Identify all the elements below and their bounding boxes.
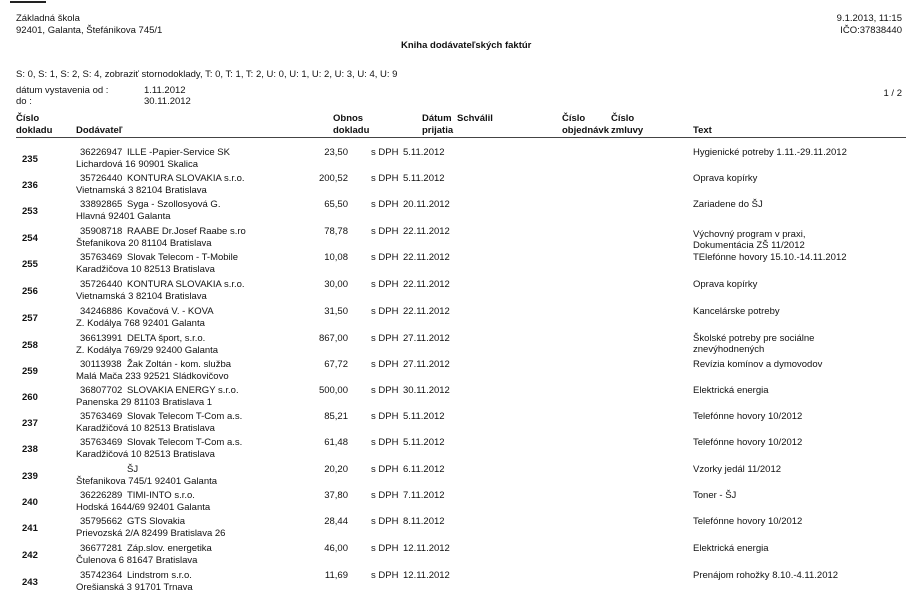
amount: 500,00: [318, 385, 348, 396]
description: Revízia komínov a dymovodov: [693, 359, 823, 370]
supplier-name: KONTURA SLOVAKIA s.r.o.: [127, 173, 245, 184]
print-datetime: 9.1.2013, 11:15: [836, 13, 902, 24]
vat-label: s DPH: [371, 543, 399, 554]
received-date: 27.11.2012: [403, 359, 450, 370]
supplier-ico: 35742364: [80, 570, 123, 581]
description: Telefónne hovory 10/2012: [693, 411, 803, 422]
table-row: [0, 359, 910, 383]
vat-label: s DPH: [371, 306, 399, 317]
supplier-address: Čulenova 6 81647 Bratislava: [76, 555, 198, 566]
vat-label: s DPH: [371, 279, 399, 290]
col-schvalil: Schválil: [457, 113, 493, 124]
col-cislo-obj-line1: Číslo: [562, 113, 586, 124]
supplier-address: Karadžičova 10 82513 Bratislava: [76, 264, 215, 275]
supplier-name: Kovačová V. - KOVA: [127, 306, 214, 317]
doc-number: 239: [22, 471, 38, 482]
amount: 20,20: [324, 464, 348, 475]
supplier-ico: 33892865: [80, 199, 123, 210]
doc-number: 257: [22, 313, 38, 324]
supplier-ico: 35795662: [80, 516, 123, 527]
received-date: 27.11.2012: [403, 333, 450, 344]
doc-number: 238: [22, 444, 38, 455]
supplier-name: Slovak Telecom T-Com a.s.: [127, 437, 243, 448]
amount: 85,21: [324, 411, 348, 422]
amount: 37,80: [324, 490, 348, 501]
table-row: [0, 199, 910, 223]
doc-number: 259: [22, 366, 38, 377]
col-cislo-obj-line2: objednávk: [562, 125, 609, 136]
received-date: 5.11.2012: [403, 437, 445, 448]
vat-label: s DPH: [371, 437, 399, 448]
description: Oprava kopírky: [693, 279, 758, 290]
amount: 23,50: [324, 147, 348, 158]
corner-mark: [10, 1, 46, 3]
supplier-address: Štefanikova 20 81104 Bratislava: [76, 238, 212, 249]
amount: 61,48: [324, 437, 348, 448]
supplier-ico: 35908718: [80, 226, 123, 237]
table-row: [0, 306, 910, 330]
supplier-name: Syga - Szollosyová G.: [127, 199, 221, 210]
amount: 78,78: [324, 226, 348, 237]
supplier-ico: 36807702: [80, 385, 123, 396]
date-from-label: dátum vystavenia od :: [16, 85, 109, 96]
table-row: [0, 464, 910, 488]
vat-label: s DPH: [371, 226, 399, 237]
doc-number: 255: [22, 259, 38, 270]
vat-label: s DPH: [371, 252, 399, 263]
description: Hygienické potreby 1.11.-29.11.2012: [693, 147, 847, 158]
supplier-name: GTS Slovakia: [127, 516, 186, 527]
table-row: [0, 543, 910, 567]
description: Výchovný program v praxi,: [693, 229, 806, 240]
col-datum-line1: Dátum: [422, 113, 452, 124]
supplier-ico: 36226289: [80, 490, 123, 501]
amount: 67,72: [324, 359, 348, 370]
doc-number: 243: [22, 577, 38, 588]
school-name: Základná škola: [16, 13, 80, 24]
supplier-name: ILLE -Papier-Service SK: [127, 147, 230, 158]
received-date: 22.11.2012: [403, 252, 450, 263]
received-date: 30.11.2012: [403, 385, 450, 396]
description: Kancelárske potreby: [693, 306, 780, 317]
supplier-name: KONTURA SLOVAKIA s.r.o.: [127, 279, 245, 290]
supplier-address: Vietnamská 3 82104 Bratislava: [76, 185, 207, 196]
supplier-address: Prievozská 2/A 82499 Bratislava 26: [76, 528, 226, 539]
ico-number: IČO:37838440: [840, 25, 902, 36]
doc-number: 237: [22, 418, 38, 429]
supplier-ico: 34246886: [80, 306, 123, 317]
amount: 200,52: [318, 173, 348, 184]
supplier-address: Vietnamská 3 82104 Bratislava: [76, 291, 207, 302]
col-obnos-line2: dokladu: [333, 125, 370, 136]
description: Toner - ŠJ: [693, 490, 737, 501]
supplier-address: Z. Kodálya 769/29 92400 Galanta: [76, 345, 219, 356]
table-row: [0, 411, 910, 435]
doc-number: 241: [22, 523, 38, 534]
doc-number: 260: [22, 392, 38, 403]
vat-label: s DPH: [371, 359, 399, 370]
amount: 10,08: [324, 252, 348, 263]
supplier-address: Panenska 29 81103 Bratislava 1: [76, 397, 213, 408]
description-line2: znevýhodnených: [693, 344, 765, 355]
received-date: 20.11.2012: [403, 199, 450, 210]
col-cislo-zml-line1: Číslo: [611, 113, 635, 124]
description: Elektrická energia: [693, 385, 769, 396]
received-date: 12.11.2012: [403, 570, 450, 581]
doc-number: 240: [22, 497, 38, 508]
supplier-ico: 35763469: [80, 437, 123, 448]
received-date: 12.11.2012: [403, 543, 450, 554]
table-row: [0, 173, 910, 197]
amount: 46,00: [324, 543, 348, 554]
supplier-address: Z. Kodálya 768 92401 Galanta: [76, 318, 205, 329]
vat-label: s DPH: [371, 516, 399, 527]
received-date: 8.11.2012: [403, 516, 445, 527]
table-row: [0, 226, 910, 250]
table-row: [0, 516, 910, 540]
doc-number: 253: [22, 206, 38, 217]
received-date: 7.11.2012: [403, 490, 445, 501]
table-row: [0, 147, 910, 171]
date-to-label: do :: [16, 96, 32, 107]
vat-label: s DPH: [371, 464, 399, 475]
col-obnos-line1: Obnos: [333, 113, 364, 124]
col-cislo-line1: Číslo: [16, 113, 40, 124]
table-row: [0, 385, 910, 409]
doc-number: 242: [22, 550, 38, 561]
description: TElefónne hovory 15.10.-14.11.2012: [693, 252, 847, 263]
description: Elektrická energia: [693, 543, 769, 554]
received-date: 5.11.2012: [403, 147, 445, 158]
supplier-name: RAABE Dr.Josef Raabe s.ro: [127, 226, 246, 237]
table-row: [0, 252, 910, 276]
supplier-address: Karadžičová 10 82513 Bratislava: [76, 449, 215, 460]
col-cislo-line2: dokladu: [16, 125, 53, 136]
doc-number: 258: [22, 340, 38, 351]
page-title: Kniha dodávateľských faktúr: [401, 40, 532, 51]
supplier-ico: 35726440: [80, 173, 123, 184]
description: Telefónne hovory 10/2012: [693, 437, 803, 448]
filter-line: S: 0, S: 1, S: 2, S: 4, zobraziť stornodoklady, T: 0, T: 1, T: 2, U: 0, U: 1, U: 2, U: 3, U: 4, U: 9: [16, 69, 398, 80]
vat-label: s DPH: [371, 173, 399, 184]
vat-label: s DPH: [371, 199, 399, 210]
date-from-value: 1.11.2012: [144, 85, 186, 96]
doc-number: 236: [22, 180, 38, 191]
description: Oprava kopírky: [693, 173, 758, 184]
date-to-value: 30.11.2012: [144, 96, 191, 107]
supplier-name: Slovak Telecom - T-Mobile: [127, 252, 239, 263]
vat-label: s DPH: [371, 570, 399, 581]
doc-number: 235: [22, 154, 38, 165]
doc-number: 254: [22, 233, 38, 244]
supplier-ico: 30113938: [80, 359, 122, 370]
amount: 31,50: [324, 306, 348, 317]
description: Školské potreby pre sociálne: [693, 333, 815, 344]
supplier-name: SLOVAKIA ENERGY s.r.o.: [127, 385, 239, 396]
received-date: 6.11.2012: [403, 464, 445, 475]
col-cislo-zml-line2: zmluvy: [611, 125, 644, 136]
vat-label: s DPH: [371, 147, 399, 158]
description: Telefónne hovory 10/2012: [693, 516, 803, 527]
supplier-name: Záp.slov. energetika: [127, 543, 212, 554]
table-row: [0, 490, 910, 514]
vat-label: s DPH: [371, 411, 399, 422]
received-date: 5.11.2012: [403, 173, 445, 184]
header-rule: [16, 137, 906, 138]
supplier-name: ŠJ: [127, 464, 139, 475]
col-dodavatel: Dodávateľ: [76, 125, 123, 136]
table-row: [0, 437, 910, 461]
supplier-ico: 36613991: [80, 333, 123, 344]
amount: 65,50: [324, 199, 348, 210]
vat-label: s DPH: [371, 385, 399, 396]
description: Prenájom rohožky 8.10.-4.11.2012: [693, 570, 839, 581]
table-row: [0, 279, 910, 303]
description: Vzorky jedál 11/2012: [693, 464, 782, 475]
amount: 867,00: [318, 333, 348, 344]
amount: 28,44: [324, 516, 348, 527]
supplier-name: Žak Zoltán - kom. služba: [127, 359, 232, 370]
supplier-address: Štefanikova 745/1 92401 Galanta: [76, 476, 218, 487]
supplier-address: Orešianská 3 91701 Trnava: [76, 582, 193, 593]
supplier-ico: 36226947: [80, 147, 123, 158]
description: Zariadene do ŠJ: [693, 199, 763, 210]
table-row: [0, 333, 910, 357]
supplier-address: Hlavná 92401 Galanta: [76, 211, 171, 222]
vat-label: s DPH: [371, 333, 399, 344]
supplier-name: Lindstrom s.r.o.: [127, 570, 192, 581]
supplier-address: Lichardová 16 90901 Skalica: [76, 159, 199, 170]
received-date: 22.11.2012: [403, 306, 450, 317]
vat-label: s DPH: [371, 490, 399, 501]
supplier-address: Karadžičová 10 82513 Bratislava: [76, 423, 215, 434]
supplier-ico: 36677281: [80, 543, 123, 554]
description-line2: Dokumentácia ZŠ 11/2012: [693, 240, 805, 251]
supplier-name: Slovak Telecom T-Com a.s.: [127, 411, 243, 422]
amount: 30,00: [324, 279, 348, 290]
school-address: 92401, Galanta, Štefánikova 745/1: [16, 25, 163, 36]
supplier-name: DELTA šport, s.r.o.: [127, 333, 206, 344]
doc-number: 256: [22, 286, 38, 297]
supplier-name: TIMI-INTO s.r.o.: [127, 490, 195, 501]
col-datum-line2: prijatia: [422, 125, 454, 136]
amount: 11,69: [324, 570, 348, 581]
supplier-address: Hodská 1644/69 92401 Galanta: [76, 502, 211, 513]
col-text: Text: [693, 125, 712, 136]
received-date: 22.11.2012: [403, 279, 450, 290]
received-date: 22.11.2012: [403, 226, 450, 237]
supplier-ico: 35763469: [80, 252, 123, 263]
received-date: 5.11.2012: [403, 411, 445, 422]
supplier-ico: 35726440: [80, 279, 123, 290]
table-row: [0, 570, 910, 594]
page-number: 1 / 2: [883, 88, 902, 99]
supplier-ico: 35763469: [80, 411, 123, 422]
supplier-address: Malá Mača 233 92521 Sládkovičovo: [76, 371, 229, 382]
